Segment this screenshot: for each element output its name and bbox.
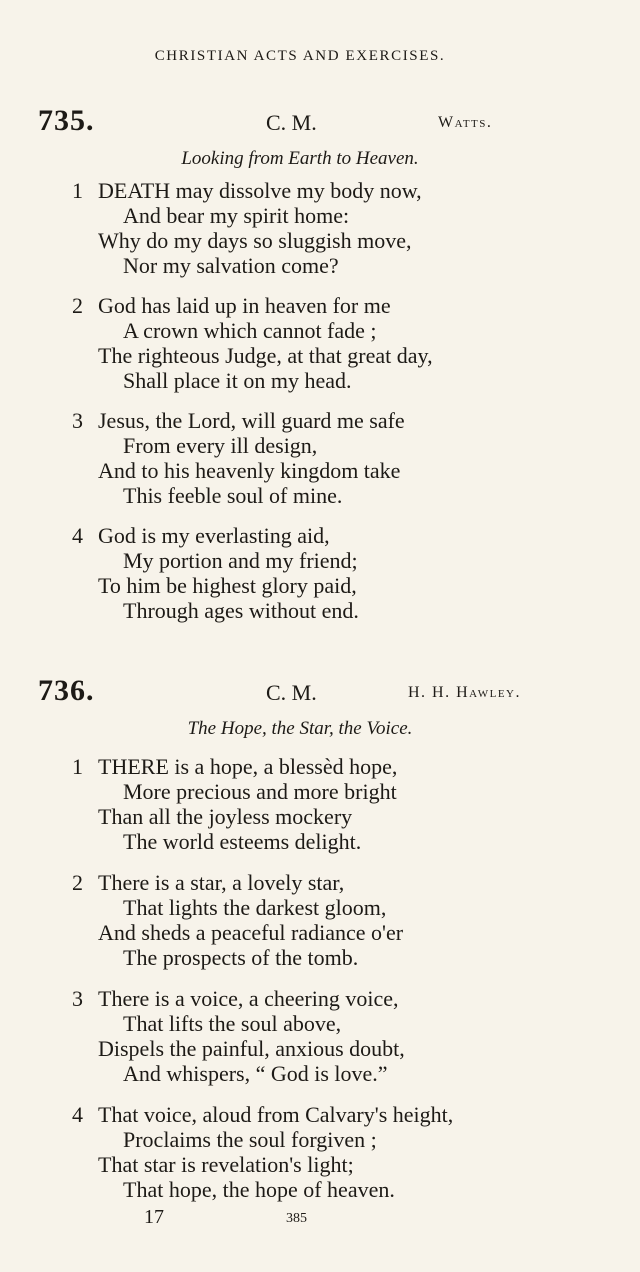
verse-line: That lifts the soul above, [123,1011,342,1036]
verse-line: That voice, aloud from Calvary's height, [98,1102,454,1127]
stanza-number: 4 [72,1102,83,1127]
stanza [72,1102,640,1202]
verse-line: And sheds a peaceful radiance o'er [98,920,404,945]
stanza [72,408,640,508]
verse-line: Dispels the painful, anxious doubt, [98,1036,405,1061]
verse-line: God has laid up in heaven for me [98,293,391,318]
verse-line: DEATH may dissolve my body now, [98,178,422,203]
verse-line: The righteous Judge, at that great day, [98,343,433,368]
stanza-number: 1 [72,178,83,203]
hymn-meter: C. M. [266,110,317,135]
verse-line: My portion and my friend; [123,548,358,573]
verse-line: God is my everlasting aid, [98,523,330,548]
hymn-header [0,674,640,716]
hymn-735 [0,104,640,623]
stanza-number: 1 [72,754,83,779]
hymn-title: Looking from Earth to Heaven. [181,148,419,169]
verse-line: This feeble soul of mine. [123,483,343,508]
signature-mark: 17 [144,1206,164,1228]
verse-line: Through ages without end. [123,598,359,623]
page-number: 385 [286,1211,307,1226]
verse-line: That lights the darkest gloom, [123,895,387,920]
hymn-title: The Hope, the Star, the Voice. [187,718,413,739]
verse-line: The prospects of the tomb. [123,945,359,970]
verse-line: And to his heavenly kingdom take [98,458,401,483]
verse-line: Nor my salvation come? [123,253,339,278]
verse-line: There is a voice, a cheering voice, [98,986,399,1011]
hymn-number: 735. [38,104,95,137]
hymn-meter: C. M. [266,680,317,705]
hymn-header [0,104,640,146]
running-head: CHRISTIAN ACTS AND EXERCISES. [154,48,446,64]
verse-line: THERE is a hope, a blessèd hope, [98,754,398,779]
stanza-number: 2 [72,293,83,318]
hymn-736 [0,674,640,1202]
verse-line: The world esteems delight. [123,829,362,854]
verse-line: Than all the joyless mockery [98,804,353,829]
verse-line: There is a star, a lovely star, [98,870,345,895]
stanza-number: 2 [72,870,83,895]
verse-line: A crown which cannot fade ; [123,318,377,343]
stanza-number: 3 [72,986,83,1011]
verse-line: More precious and more bright [123,779,397,804]
stanza-number: 4 [72,523,83,548]
stanza [72,178,640,278]
hymn-number: 736. [38,674,95,707]
verse-line: And whispers, “ God is love.” [123,1061,388,1086]
verse-line: That hope, the hope of heaven. [123,1177,395,1202]
stanza-number: 3 [72,408,83,433]
stanza [72,754,640,854]
hymn-author: Watts. [438,114,493,131]
stanza [72,293,640,393]
verse-line: Proclaims the soul forgiven ; [123,1127,377,1152]
verse-line: Why do my days so sluggish move, [98,228,412,253]
verse-line: And bear my spirit home: [123,203,350,228]
verse-line: To him be highest glory paid, [98,573,357,598]
stanza [72,986,640,1086]
verse-line: That star is revelation's light; [98,1152,354,1177]
hymn-author: H. H. Hawley. [408,684,521,701]
stanza [72,870,640,970]
verse-line: Jesus, the Lord, will guard me safe [98,408,405,433]
verse-line: From every ill design, [123,433,318,458]
stanza [72,523,640,623]
verse-line: Shall place it on my head. [123,368,352,393]
